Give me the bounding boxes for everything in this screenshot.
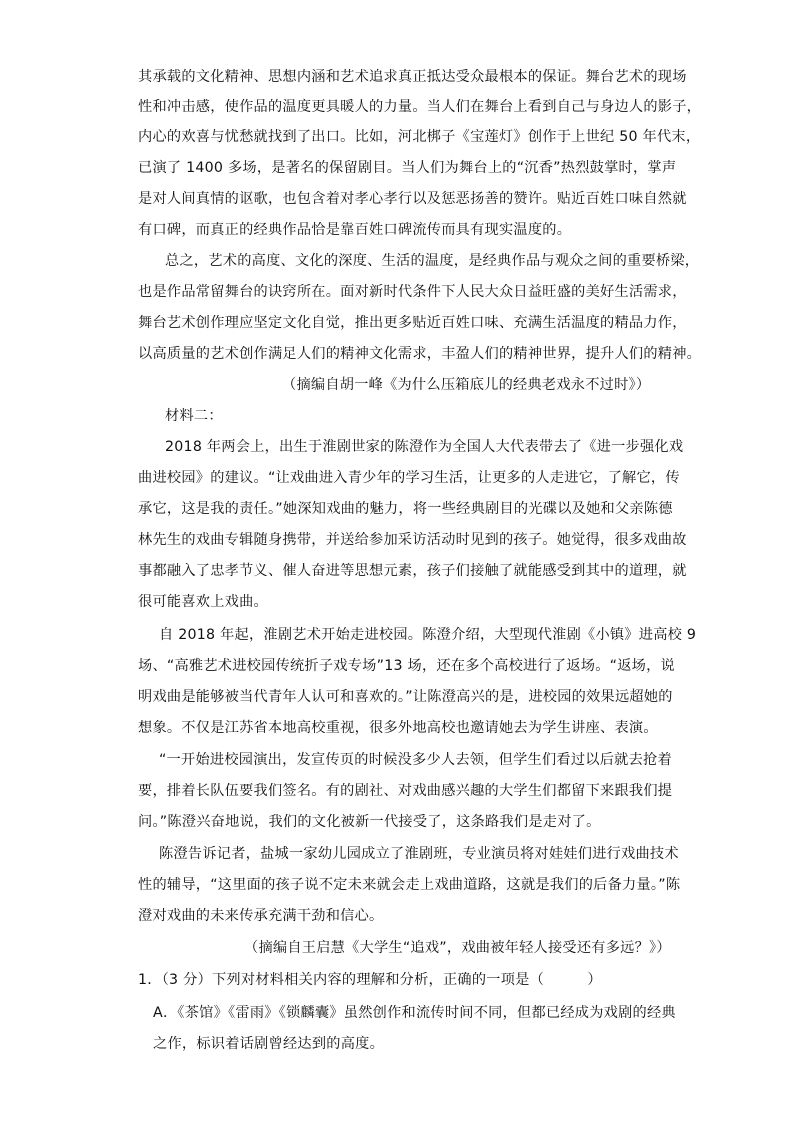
option-a-continued: 之作，标识着话剧曾经达到的高度。 [153,1036,385,1052]
text-line: 想象。不仅是江苏省本地高校重视，很多外地高校也邀请她去为学生讲座、表演。 [138,720,658,736]
text-line: 有口碑，而真正的经典作品恰是靠百姓口碑流传而具有现实温度的。 [138,222,572,238]
text-line: 也是作品常留舞台的诀窍所在。面对新时代条件下人民大众日益旺盛的美好生活需求， [138,284,687,300]
text-line: 性和冲击感，使作品的温度更具暖人的力量。当人们在舞台上看到自己与身边人的影子， [138,99,702,115]
text-line: “一开始进校园演出，发宣传页的时候没多少人去领，但学生们看过以后就去抢着 [159,752,672,768]
text-line: 明戏曲是能够被当代青年人认可和喜欢的。”让陈澄高兴的是，进校园的效果远超她的 [138,689,673,705]
text-line: 2018 年两会上，出生于淮剧世家的陈澄作为全国人大代表带去了《进一步强化戏 [165,439,684,455]
text-line: 内心的欢喜与忧愁就找到了出口。比如，河北梆子《宝莲灯》创作于上世纪 50 年代末， [138,129,701,145]
text-line: 场、“高雅艺术进校园传统折子戏专场”13 场，还在多个高校进行了返场。“返场，说 [138,658,675,674]
text-line: 自 2018 年起，淮剧艺术开始走进校园。陈澄介绍，大型现代淮剧《小镇》进高校 9 [159,627,697,643]
section-label: 材料二： [165,408,223,424]
text-line: 林先生的戏曲专辑随身携带，并送给参加采访活动时见到的孩子。她觉得，很多戏曲故 [138,532,687,548]
source-citation: （摘编自胡一峰《为什么压箱底儿的经典老戏永不过时》） [282,377,651,393]
text-line: 其承载的文化精神、思想内涵和艺术追求真正抵达受众最根本的保证。舞台艺术的现场 [138,69,687,85]
question-stem: 1．（3 分）下列对材料相关内容的理解和分析，正确的一项是（ ） [138,972,602,988]
text-line: 承它，这是我的责任。”她深知戏曲的魅力，将一些经典剧目的光碟以及她和父亲陈德 [138,501,673,517]
text-line: 舞台艺术创作理应坚定文化自觉，推出更多贴近百姓口味、充满生活温度的精品力作， [138,315,687,331]
source-citation: （摘编自王启慧《大学生“追戏”，戏曲被年轻人接受还有多远？》） [244,940,671,956]
text-line: 事都融入了忠孝节义、催人奋进等思想元素，孩子们接触了就能感受到其中的道理，就 [138,563,687,579]
text-line: 陈澄告诉记者，盐城一家幼儿园成立了淮剧班，专业演员将对娃娃们进行戏曲技术 [159,846,679,862]
text-line: 总之，艺术的高度、文化的深度、生活的温度，是经典作品与观众之间的重要桥梁， [165,253,700,269]
text-line: 曲进校园》的建议。“让戏曲进入青少年的学习生活，让更多的人走进它，了解它，传 [138,470,680,486]
text-line: 以高质量的艺术创作满足人们的精神文化需求，丰盈人们的精神世界，提升人们的精神。 [138,346,702,362]
text-line: 已演了 1400 多场，是著名的保留剧目。当人们为舞台上的“沉香”热烈鼓掌时，掌声 [138,160,677,176]
text-line: 问。”陈澄兴奋地说，我们的文化被新一代接受了，这条路我们是走对了。 [138,814,601,830]
text-line: 是对人间真情的讴歌，也包含着对孝心孝行以及惩恶扬善的赞许。贴近百姓口味自然就 [138,191,687,207]
text-line: 很可能喜欢上戏曲。 [138,594,268,610]
option-a: A．《茶馆》《雷雨》《锁麟囊》虽然创作和流传时间不同，但都已经成为戏剧的经典 [153,1005,676,1021]
text-line: 澄对戏曲的未来传承充满干劲和信心。 [138,908,384,924]
text-line: 要，排着长队伍要我们签名。有的剧社、对戏曲感兴趣的大学生们都留下来跟我们提 [138,783,673,799]
text-line: 性的辅导，“这里面的孩子说不定未来就会走上戏曲道路，这就是我们的后备力量。”陈 [138,877,681,893]
